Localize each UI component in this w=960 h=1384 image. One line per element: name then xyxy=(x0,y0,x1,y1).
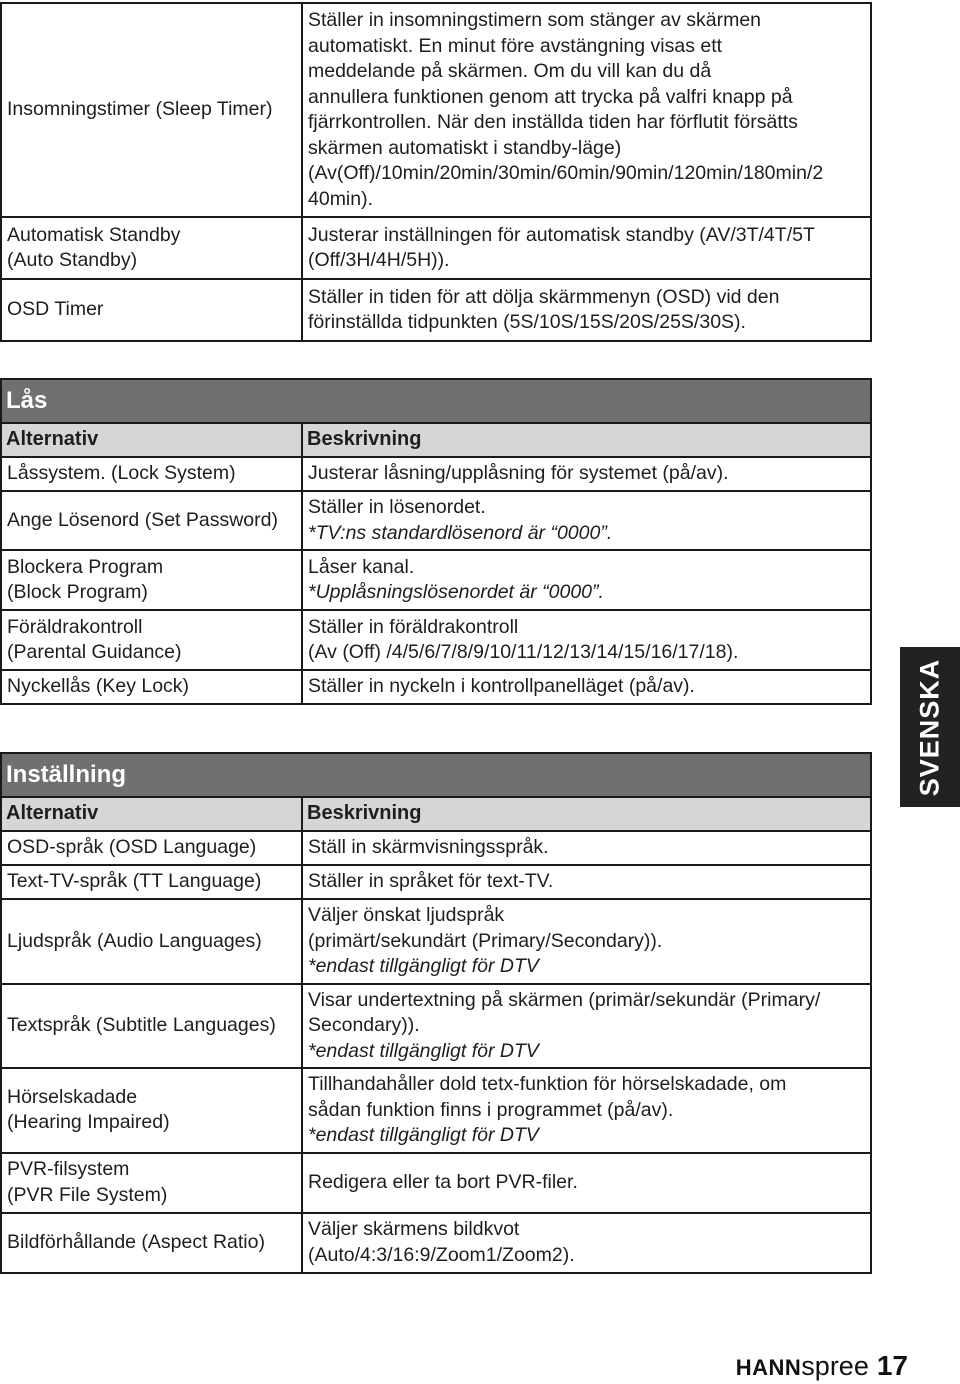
settings-desc-text: Väljer önskat ljudspråk xyxy=(308,904,505,926)
settings-option-text: Bildförhållande (Aspect Ratio) xyxy=(7,1230,265,1253)
top-desc-cell xyxy=(302,3,871,217)
settings-desc-cell xyxy=(302,1213,871,1273)
brand-logo-light: spree xyxy=(801,1351,869,1381)
settings-row xyxy=(1,1213,871,1273)
top-row xyxy=(1,3,871,217)
top-settings-table xyxy=(0,2,872,342)
lock-table xyxy=(0,378,872,705)
lock-option-cell xyxy=(1,457,302,491)
top-desc-text: fjärrkontrollen. När den inställda tiden har förflutit försätts xyxy=(308,111,798,133)
lock-option-text: Blockera Program xyxy=(7,555,164,578)
top-desc-text: (Av(Off)/10min/20min/30min/60min/90min/120min/180min/2 xyxy=(308,162,824,184)
lock-desc-cell xyxy=(302,550,871,610)
lock-desc-text: (Av (Off) /4/5/6/7/8/9/10/11/12/13/14/15/16/17/18). xyxy=(308,641,739,663)
settings-desc-text: (Auto/4:3/16:9/Zoom1/Zoom2). xyxy=(308,1243,575,1266)
settings-note-text: *endast tillgängligt för DTV xyxy=(308,955,539,977)
lock-row xyxy=(1,610,871,670)
lock-option-text: Föräldrakontroll xyxy=(7,615,143,638)
settings-desc-text: Redigera eller ta bort PVR-filer. xyxy=(308,1170,578,1193)
settings-desc-cell xyxy=(302,1068,871,1153)
settings-option-cell xyxy=(1,1213,302,1273)
lock-desc-text: Ställer in lösenordet. xyxy=(308,496,486,518)
lock-desc-text: Justerar låsning/upplåsning för systemet (på/av). xyxy=(308,462,729,485)
settings-desc-cell xyxy=(302,865,871,899)
lock-note-text: *Upplåsningslösenordet är “0000”. xyxy=(308,581,604,603)
settings-col-desc-header: Beskrivning xyxy=(302,797,871,831)
settings-col-option-header: Alternativ xyxy=(1,797,302,831)
lock-option-cell xyxy=(1,610,302,670)
settings-option-cell xyxy=(1,984,302,1069)
lock-section-title: Lås xyxy=(1,379,871,423)
language-side-tab-label: SVENSKA xyxy=(914,658,945,796)
lock-row xyxy=(1,550,871,610)
lock-desc-cell xyxy=(302,491,871,550)
brand-logo-bold: HANN xyxy=(735,1355,802,1380)
settings-desc-text: Tillhandahåller dold tetx-funktion för hörselskadade, om xyxy=(308,1073,787,1095)
lock-option-text: Nyckellås (Key Lock) xyxy=(7,675,190,698)
lock-desc-cell xyxy=(302,670,871,704)
top-desc-cell xyxy=(302,279,871,341)
lock-row xyxy=(1,670,871,704)
top-desc-text: meddelande på skärmen. Om du vill kan du då xyxy=(308,60,712,82)
page-number: 17 xyxy=(876,1350,908,1381)
settings-desc-text: Secondary)). xyxy=(308,1014,420,1036)
settings-note-text: *endast tillgängligt för DTV xyxy=(308,1039,539,1062)
lock-desc-text: Låser kanal. xyxy=(308,555,415,578)
lock-col-desc-header: Beskrivning xyxy=(302,423,871,457)
top-desc-text: skärmen automatiskt i standby-läge) xyxy=(308,136,622,159)
top-desc-text: Ställer in tiden för att dölja skärmmenyn (OSD) vid den xyxy=(308,285,780,308)
top-option-cell xyxy=(1,217,302,279)
lock-row xyxy=(1,491,871,550)
top-option-cell xyxy=(1,279,302,341)
settings-note-text: *endast tillgängligt för DTV xyxy=(308,1124,539,1146)
settings-desc-text: (primärt/sekundärt (Primary/Secondary)). xyxy=(308,929,663,952)
settings-option-cell xyxy=(1,865,302,899)
settings-desc-text: Ställer in språket för text-TV. xyxy=(308,870,554,893)
settings-desc-text: sådan funktion finns i programmet (på/av). xyxy=(308,1098,674,1121)
lock-option-text: (Block Program) xyxy=(7,581,148,603)
lock-option-cell xyxy=(1,491,302,550)
page-footer xyxy=(736,1350,908,1382)
settings-row xyxy=(1,831,871,865)
settings-row xyxy=(1,1068,871,1153)
lock-desc-text: Ställer in nyckeln i kontrollpanelläget (på/av). xyxy=(308,675,695,698)
top-desc-text: Justerar inställningen för automatisk standby (AV/3T/4T/5T xyxy=(308,223,815,246)
top-option-text: Automatisk Standby xyxy=(7,223,181,246)
settings-option-text: PVR-filsystem xyxy=(7,1158,130,1180)
settings-desc-text: Väljer skärmens bildkvot xyxy=(308,1218,520,1240)
lock-option-cell xyxy=(1,550,302,610)
lock-desc-text: Ställer in föräldrakontroll xyxy=(308,615,519,638)
lock-row xyxy=(1,457,871,491)
settings-desc-cell xyxy=(302,899,871,984)
top-option-cell xyxy=(1,3,302,217)
top-desc-cell xyxy=(302,217,871,279)
settings-option-cell xyxy=(1,1068,302,1153)
lock-option-cell xyxy=(1,670,302,704)
settings-row xyxy=(1,1153,871,1213)
top-desc-text: förinställda tidpunkten (5S/10S/15S/20S/25S/30S). xyxy=(308,311,746,333)
lock-option-text: Ange Lösenord (Set Password) xyxy=(7,508,278,531)
lock-option-text: (Parental Guidance) xyxy=(7,641,182,663)
top-desc-text: annullera funktionen genom att trycka på valfri knapp på xyxy=(308,85,793,108)
settings-option-cell xyxy=(1,1153,302,1213)
top-option-text: OSD Timer xyxy=(7,298,104,321)
lock-option-text: Låssystem. (Lock System) xyxy=(7,462,236,485)
settings-desc-cell xyxy=(302,831,871,865)
lock-desc-cell xyxy=(302,610,871,670)
settings-option-text: Hörselskadade xyxy=(7,1085,138,1108)
settings-section-title: Inställning xyxy=(1,753,871,797)
top-option-text: (Auto Standby) xyxy=(7,249,138,271)
top-desc-text: (Off/3H/4H/5H)). xyxy=(308,249,450,271)
settings-option-cell xyxy=(1,831,302,865)
settings-desc-cell xyxy=(302,1153,871,1213)
settings-option-text: Ljudspråk (Audio Languages) xyxy=(7,929,262,952)
settings-row xyxy=(1,865,871,899)
lock-desc-cell xyxy=(302,457,871,491)
language-side-tab xyxy=(900,647,960,807)
settings-option-text: OSD-språk (OSD Language) xyxy=(7,836,257,859)
top-desc-text: 40min). xyxy=(308,187,374,210)
settings-option-text: (Hearing Impaired) xyxy=(7,1111,170,1134)
settings-option-text: (PVR File System) xyxy=(7,1183,168,1206)
settings-row xyxy=(1,899,871,984)
top-option-text: Insomningstimer (Sleep Timer) xyxy=(7,98,273,121)
top-desc-text: automatiskt. En minut före avstängning visas ett xyxy=(308,34,723,57)
settings-option-cell xyxy=(1,899,302,984)
settings-row xyxy=(1,984,871,1069)
top-row xyxy=(1,279,871,341)
top-row xyxy=(1,217,871,279)
settings-desc-cell xyxy=(302,984,871,1069)
settings-desc-text: Ställ in skärmvisningsspråk. xyxy=(308,836,549,859)
settings-table xyxy=(0,752,872,1274)
top-desc-text: Ställer in insomningstimern som stänger av skärmen xyxy=(308,9,762,31)
settings-option-text: Text-TV-språk (TT Language) xyxy=(7,870,262,893)
settings-desc-text: Visar undertextning på skärmen (primär/sekundär (Primary/ xyxy=(308,988,821,1011)
lock-note-text: *TV:ns standardlösenord är “0000”. xyxy=(308,521,613,544)
settings-option-text: Textspråk (Subtitle Languages) xyxy=(7,1014,276,1036)
lock-col-option-header: Alternativ xyxy=(1,423,302,457)
